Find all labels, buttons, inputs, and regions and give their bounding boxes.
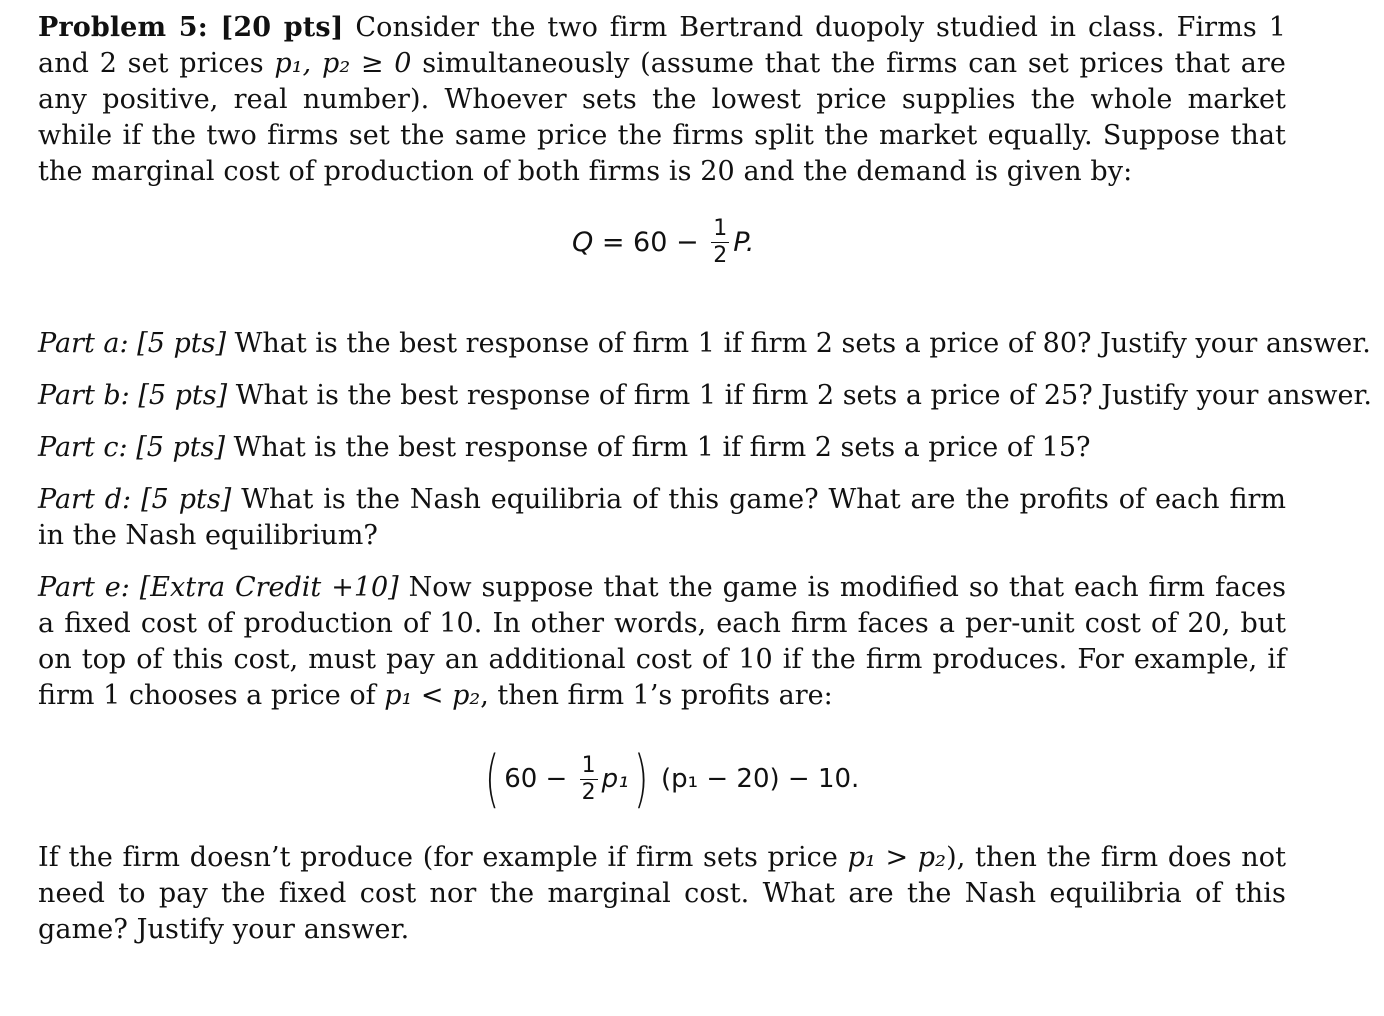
part-e-text-2: , then firm 1’s profits are: — [480, 680, 833, 711]
part-e-text-1: Now suppose that the game is modified so that each firm faces a fixed cost of production of 10. In other words, each firm faces a per-unit cost of 20, but on top of this cost, must pay an additional cost of 10 if the firm produces. For example, if firm 1 chooses a price of — [38, 572, 1286, 711]
part-e — [38, 570, 1286, 714]
part-d-text: What is the Nash equilibria of this game? What are the profits of each firm in the Nash equilibrium? — [38, 484, 1287, 551]
profit-eq-rest: (p₁ − 20) − 10. — [652, 764, 860, 794]
part-a-label: Part a: [5 pts] — [38, 328, 226, 359]
problem-intro-2: simultaneously (assume that the firms can set prices that are any positive, real number). Whoever sets the lowest price supplies the whole market while if the two firms set the same price the firms split the market equally. Suppose that the marginal cost of production of both firms is 20 and the demand is given by: — [38, 48, 1286, 187]
demand-eq-frac-den: 2 — [713, 243, 728, 268]
profit-eq-frac-den: 2 — [581, 779, 596, 805]
demand-eq-middle: = 60 − — [593, 227, 708, 258]
closing-paragraph — [38, 840, 1286, 948]
profit-eq-open-paren: ( — [484, 742, 500, 815]
part-e-math-1: p₁ < p₂ — [384, 680, 481, 711]
demand-eq-lhs: Q — [572, 227, 594, 258]
profit-eq-sixty: 60 − — [504, 764, 576, 794]
part-b-label: Part b: [5 pts] — [38, 380, 228, 411]
demand-eq-frac-num: 1 — [713, 216, 728, 241]
part-b — [38, 378, 1372, 414]
part-b-text: What is the best response of firm 1 if firm 2 sets a price of 25? Justify your answer. — [227, 380, 1372, 411]
problem-heading: Problem 5: [20 pts] — [38, 12, 344, 43]
document-page — [38, 10, 1372, 948]
part-e-label: Part e: [Extra Credit +10] — [38, 572, 399, 603]
part-d — [38, 482, 1286, 554]
profit-eq-frac-num: 1 — [581, 752, 596, 778]
part-c-text: What is the best response of firm 1 if firm 2 sets a price of 15? — [225, 432, 1091, 463]
profit-eq-close-paren: ) — [633, 742, 648, 815]
profit-eq-fraction — [580, 752, 598, 805]
problem-intro-1: Consider the two firm Bertrand duopoly studied in class. Firms 1 and 2 set prices — [38, 12, 1286, 79]
demand-eq-fraction — [711, 218, 729, 267]
closing-text-1: If the firm doesn’t produce (for example if firm sets price — [38, 842, 848, 873]
question-parts — [38, 326, 1372, 714]
demand-eq-rhs: P. — [733, 227, 755, 258]
problem-prices-math: p₁, p₂ ≥ 0 — [274, 48, 412, 79]
profit-eq-p1: p₁ — [601, 764, 629, 794]
part-a — [38, 326, 1371, 362]
part-c — [38, 430, 1286, 466]
demand-equation — [38, 198, 1286, 298]
part-a-text: What is the best response of firm 1 if firm 2 sets a price of 80? Justify your answer. — [226, 328, 1371, 359]
part-c-label: Part c: [5 pts] — [38, 432, 226, 463]
part-d-label: Part d: [5 pts] — [38, 484, 232, 515]
closing-math-1: p₁ > p₂ — [847, 842, 947, 873]
profit-equation — [38, 730, 1286, 840]
problem-statement — [38, 10, 1286, 190]
closing-text-2: ), then the firm does not need to pay the fixed cost nor the marginal cost. What are the Nash equilibria of this game? Justify your answer. — [38, 842, 1287, 945]
